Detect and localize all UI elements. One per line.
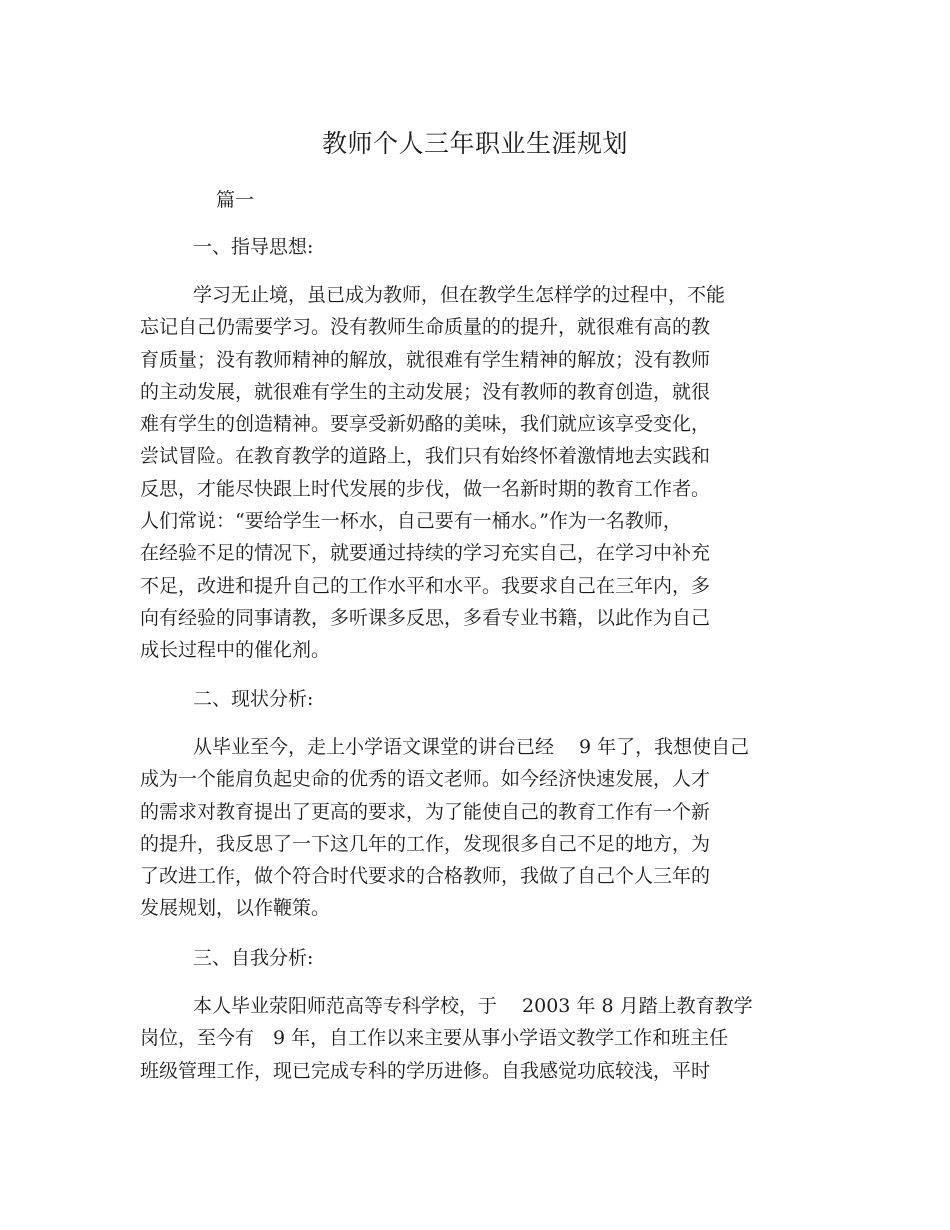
paragraph-line: 忘记自己仍需要学习。没有教师生命质量的的提升，就很难有高的教 [140,316,711,339]
paragraph-line: 反思，才能尽快跟上时代发展的步伐，做一名新时期的教育工作者。 [140,477,711,500]
paragraph-line: 从毕业至今，走上小学语文课堂的讲台已经 9 年了，我想使自己 [193,736,750,758]
section-body-current-status [140,731,749,925]
paragraph-line: 班级管理工作，现已完成专科的学历进修。自我感觉功底较浅，平时 [140,1059,711,1082]
section-heading-guiding-thought: 一、指导思想: [193,236,314,258]
section-heading-current-status: 二、现状分析: [193,688,314,710]
paragraph-line: 成长过程中的催化剂。 [140,639,331,662]
section-body-guiding-thought [140,279,725,667]
paragraph-line: 难有学生的创造精神。要享受新奶酪的美味，我们就应该享受变化， [140,413,711,436]
section-body-self-analysis [140,990,753,1087]
paragraph-line: 人们常说：“要给学生一杯水，自己要有一桶水。”作为一名教师， [140,510,682,533]
paragraph-line: 向有经验的同事请教，多听课多反思，多看专业书籍，以此作为自己 [140,606,711,629]
paragraph-line: 尝试冒险。在教育教学的道路上，我们只有始终怀着激情地去实践和 [140,445,711,468]
part-label: 篇一 [216,189,255,211]
paragraph-line: 的需求对教育提出了更高的要求，为了能使自己的教育工作有一个新 [140,800,711,823]
paragraph-line: 本人毕业荥阳师范高等专科学校，于 2003 年 8 月踏上教育教学 [193,995,753,1017]
document-title: 教师个人三年职业生涯规划 [321,129,628,158]
paragraph-line: 在经验不足的情况下，就要通过持续的学习充实自己，在学习中补充 [140,542,711,565]
paragraph-line: 发展规划，以作鞭策。 [140,897,331,920]
paragraph-line: 成为一个能肩负起史命的优秀的语文老师。如今经济快速发展，人才 [140,768,711,791]
paragraph-line: 了改进工作，做个符合时代要求的合格教师，我做了自己个人三年的 [140,865,711,888]
paragraph-line: 的主动发展，就很难有学生的主动发展；没有教师的教育创造，就很 [140,380,711,403]
paragraph-line: 育质量；没有教师精神的解放，就很难有学生精神的解放；没有教师 [140,348,711,371]
paragraph-line: 不足，改进和提升自己的工作水平和水平。我要求自己在三年内，多 [140,574,711,597]
section-heading-self-analysis: 三、自我分析: [193,947,314,969]
paragraph-line: 学习无止境，虽已成为教师，但在教学生怎样学的过程中，不能 [193,284,726,306]
paragraph-line: 岗位，至今有 9 年，自工作以来主要从事小学语文教学工作和班主任 [140,1027,729,1050]
paragraph-line: 的提升，我反思了一下这几年的工作，发现很多自己不足的地方，为 [140,832,711,855]
